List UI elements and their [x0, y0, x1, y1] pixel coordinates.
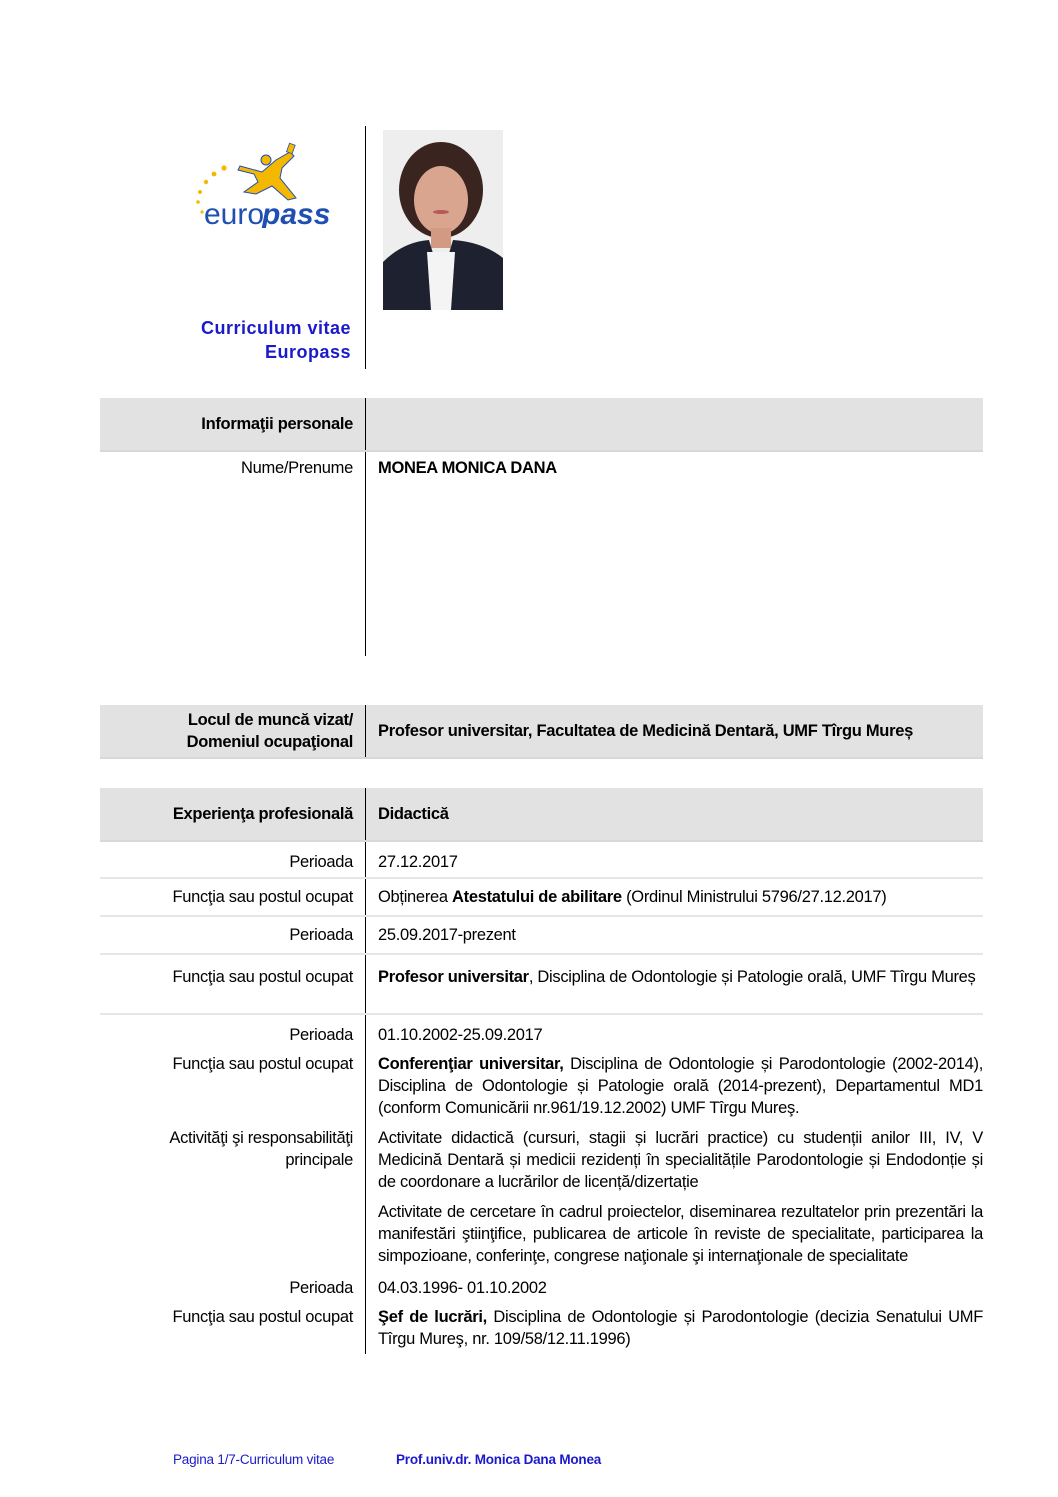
header-divider — [365, 126, 366, 369]
europass-star-figure-icon — [184, 138, 344, 228]
name-row — [100, 452, 983, 656]
job-sought-row — [100, 705, 983, 759]
experience-row: Perioada 01.10.2002-25.09.2017 — [100, 1015, 983, 1044]
cv-title-line1: Curriculum vitae — [200, 318, 351, 338]
experience-row: Activităţi şi responsabilităţi principale Activitate didactică (cursuri, stagii și lucrări practice) cu studenții anilor III, IV, V Medicină Dentară și medicii rezidenți în specialitățile Parodontologie și Endodonție și de coordonare a lucrărilor de licență/dizertație Activitate de cercetare în cadrul proiectelor, diseminarea rezultatelor prin prezentări la manifestări ştiinţifice, publicarea de articole în reviste de specialitate, participarea la simpozioane, conferinţe, congrese naţionale şi internaţionale de specialitate — [100, 1119, 983, 1273]
experience-header — [100, 788, 983, 842]
svg-text:pass: pass — [262, 198, 331, 228]
experience-row: Perioada 25.09.2017-prezent — [100, 917, 983, 955]
profile-photo — [383, 130, 503, 310]
responsibility-paragraph: Activitate didactică (cursuri, stagii și lucrări practice) cu studenții anilor III, IV, V Medicină Dentară și medicii rezidenți în specialitățile Parodontologie și Endodonție și de coordonare a lucrărilor de licență/dizertație — [378, 1129, 983, 1191]
footer-author: Prof.univ.dr. Monica Dana Monea — [396, 1452, 602, 1467]
experience-row: Funcţia sau postul ocupat Profesor universitar, Disciplina de Odontologie și Patologie orală, UMF Tîrgu Mureș — [100, 955, 983, 1015]
responsibility-paragraph: Activitate de cercetare în cadrul proiectelor, diseminarea rezultatelor prin prezentări la manifestări ştiinţifice, publicarea de articole în reviste de specialitate, participarea la simpozioane, conferinţe, congrese naţionale şi internaţionale de specialitate — [378, 1203, 983, 1265]
experience-row: Perioada 04.03.1996- 01.10.2002 — [100, 1273, 983, 1302]
cv-title-line2: Europass — [264, 342, 351, 362]
experience-row: Funcţia sau postul ocupat Conferenţiar universitar, Disciplina de Odontologie și Parodontologie (2002-2014), Disciplina de Odontologie și Patologie orală (2014-prezent), Departamentul MD1 (conform Comunicării nr.961/19.12.2002) UMF Tîrgu Mureş. — [100, 1044, 983, 1119]
experience-section — [100, 788, 983, 1354]
footer-page-number: Pagina 1/7-Curriculum vitae — [173, 1452, 335, 1467]
name-label: Nume/Prenume — [241, 459, 353, 477]
europass-logo — [184, 138, 344, 228]
experience-row: Funcţia sau postul ocupat Obținerea Atestatului de abilitare (Ordinul Ministrului 5796/27.12.2017) — [100, 879, 983, 917]
job-sought-label: Locul de muncă vizat/ Domeniul ocupaţional — [186, 711, 353, 751]
cv-title — [201, 316, 351, 364]
svg-text:euro: euro — [204, 198, 265, 228]
personal-info-header — [100, 398, 983, 452]
section-label: Experienţa profesională — [172, 805, 353, 823]
job-sought-section — [100, 705, 983, 759]
personal-info-section — [100, 398, 983, 656]
section-label: Informaţii personale — [201, 415, 353, 433]
experience-row: Funcţia sau postul ocupat Şef de lucrări, Disciplina de Odontologie și Parodontologie (decizia Senatului UMF Tîrgu Mureş, nr. 109/58/12.11.1996) — [100, 1302, 983, 1354]
job-sought-value: Profesor universitar, Facultatea de Medicină Dentară, UMF Tîrgu Mureș — [378, 722, 913, 740]
experience-row: Perioada 27.12.2017 — [100, 842, 983, 879]
experience-type: Didactică — [378, 805, 449, 823]
name-value: MONEA MONICA DANA — [365, 452, 983, 656]
cv-header — [100, 126, 983, 369]
